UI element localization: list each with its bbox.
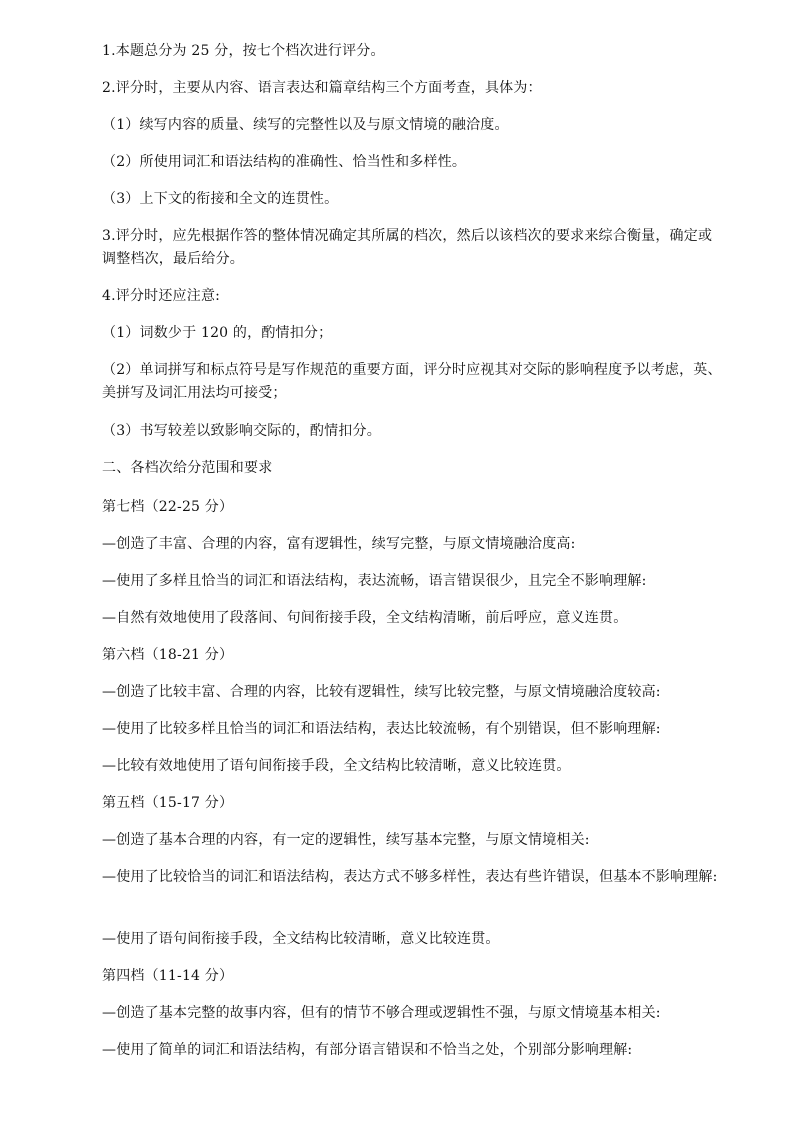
rule-notes-heading: 4.评分时还应注意: bbox=[102, 288, 221, 304]
section-heading-levels: 二、各档次给分范围和要求 bbox=[102, 460, 273, 476]
rule-evaluation-aspects: 2.评分时，主要从内容、语言表达和篇章结构三个方面考查，具体为： bbox=[102, 80, 542, 96]
level-4-criterion-1: —创造了基本完整的故事内容，但有的情节不够合理或逻辑性不强，与原文情境基本相关: bbox=[102, 1005, 661, 1021]
level-7-criterion-1: —创造了丰富、合理的内容，富有逻辑性，续写完整，与原文情境融洽度高: bbox=[102, 536, 576, 552]
level-5-heading: 第五档（15-17 分） bbox=[102, 795, 234, 811]
level-5-criterion-2: —使用了比较恰当的词汇和语法结构，表达方式不够多样性，表达有些许错误，但基本不影响理解: bbox=[102, 869, 718, 885]
level-6-criterion-3: —比较有效地使用了语句间衔接手段，全文结构比较清晰，意义比较连贯。 bbox=[102, 758, 571, 774]
level-6-criterion-1: —创造了比较丰富、合理的内容，比较有逻辑性，续写比较完整，与原文情境融洽度较高: bbox=[102, 684, 661, 700]
level-7-criterion-2: —使用了多样且恰当的词汇和语法结构，表达流畅，语言错误很少，且完全不影响理解: bbox=[102, 573, 647, 589]
level-5-criterion-1: —创造了基本合理的内容，有一定的逻辑性，续写基本完整，与原文情境相关: bbox=[102, 832, 590, 848]
rule-total-score: 1.本题总分为 25 分，按七个档次进行评分。 bbox=[102, 43, 385, 59]
aspect-item-2: （2）所使用词汇和语法结构的准确性、恰当性和多样性。 bbox=[102, 154, 467, 170]
rule-grading-procedure: 3.评分时，应先根据作答的整体情况确定其所属的档次，然后以该档次的要求来综合衡量，确定或调整档次，最后给分。 bbox=[102, 228, 713, 267]
aspect-item-1: （1）续写内容的质量、续写的完整性以及与原文情境的融洽度。 bbox=[102, 117, 509, 133]
aspect-item-3: （3）上下文的衔接和全文的连贯性。 bbox=[102, 191, 339, 207]
note-item-3: （3）书写较差以致影响交际的，酌情扣分。 bbox=[102, 423, 381, 439]
level-4-heading: 第四档（11-14 分） bbox=[102, 968, 234, 984]
level-6-criterion-2: —使用了比较多样且恰当的词汇和语法结构，表达比较流畅，有个别错误，但不影响理解: bbox=[102, 721, 661, 737]
level-4-criterion-2: —使用了简单的词汇和语法结构，有部分语言错误和不恰当之处，个别部分影响理解: bbox=[102, 1042, 633, 1058]
level-7-heading: 第七档（22-25 分） bbox=[102, 499, 234, 515]
note-item-1: （1）词数少于 120 的，酌情扣分； bbox=[102, 325, 333, 341]
level-6-heading: 第六档（18-21 分） bbox=[102, 647, 234, 663]
level-5-criterion-3: —使用了语句间衔接手段，全文结构比较清晰，意义比较连贯。 bbox=[102, 931, 500, 947]
note-item-2: （2）单词拼写和标点符号是写作规范的重要方面，评分时应视其对交际的影响程度予以考虑，英、美拼写及词汇用法均可接受； bbox=[102, 362, 722, 401]
level-7-criterion-3: —自然有效地使用了段落间、句间衔接手段，全文结构清晰，前后呼应，意义连贯。 bbox=[102, 610, 628, 626]
